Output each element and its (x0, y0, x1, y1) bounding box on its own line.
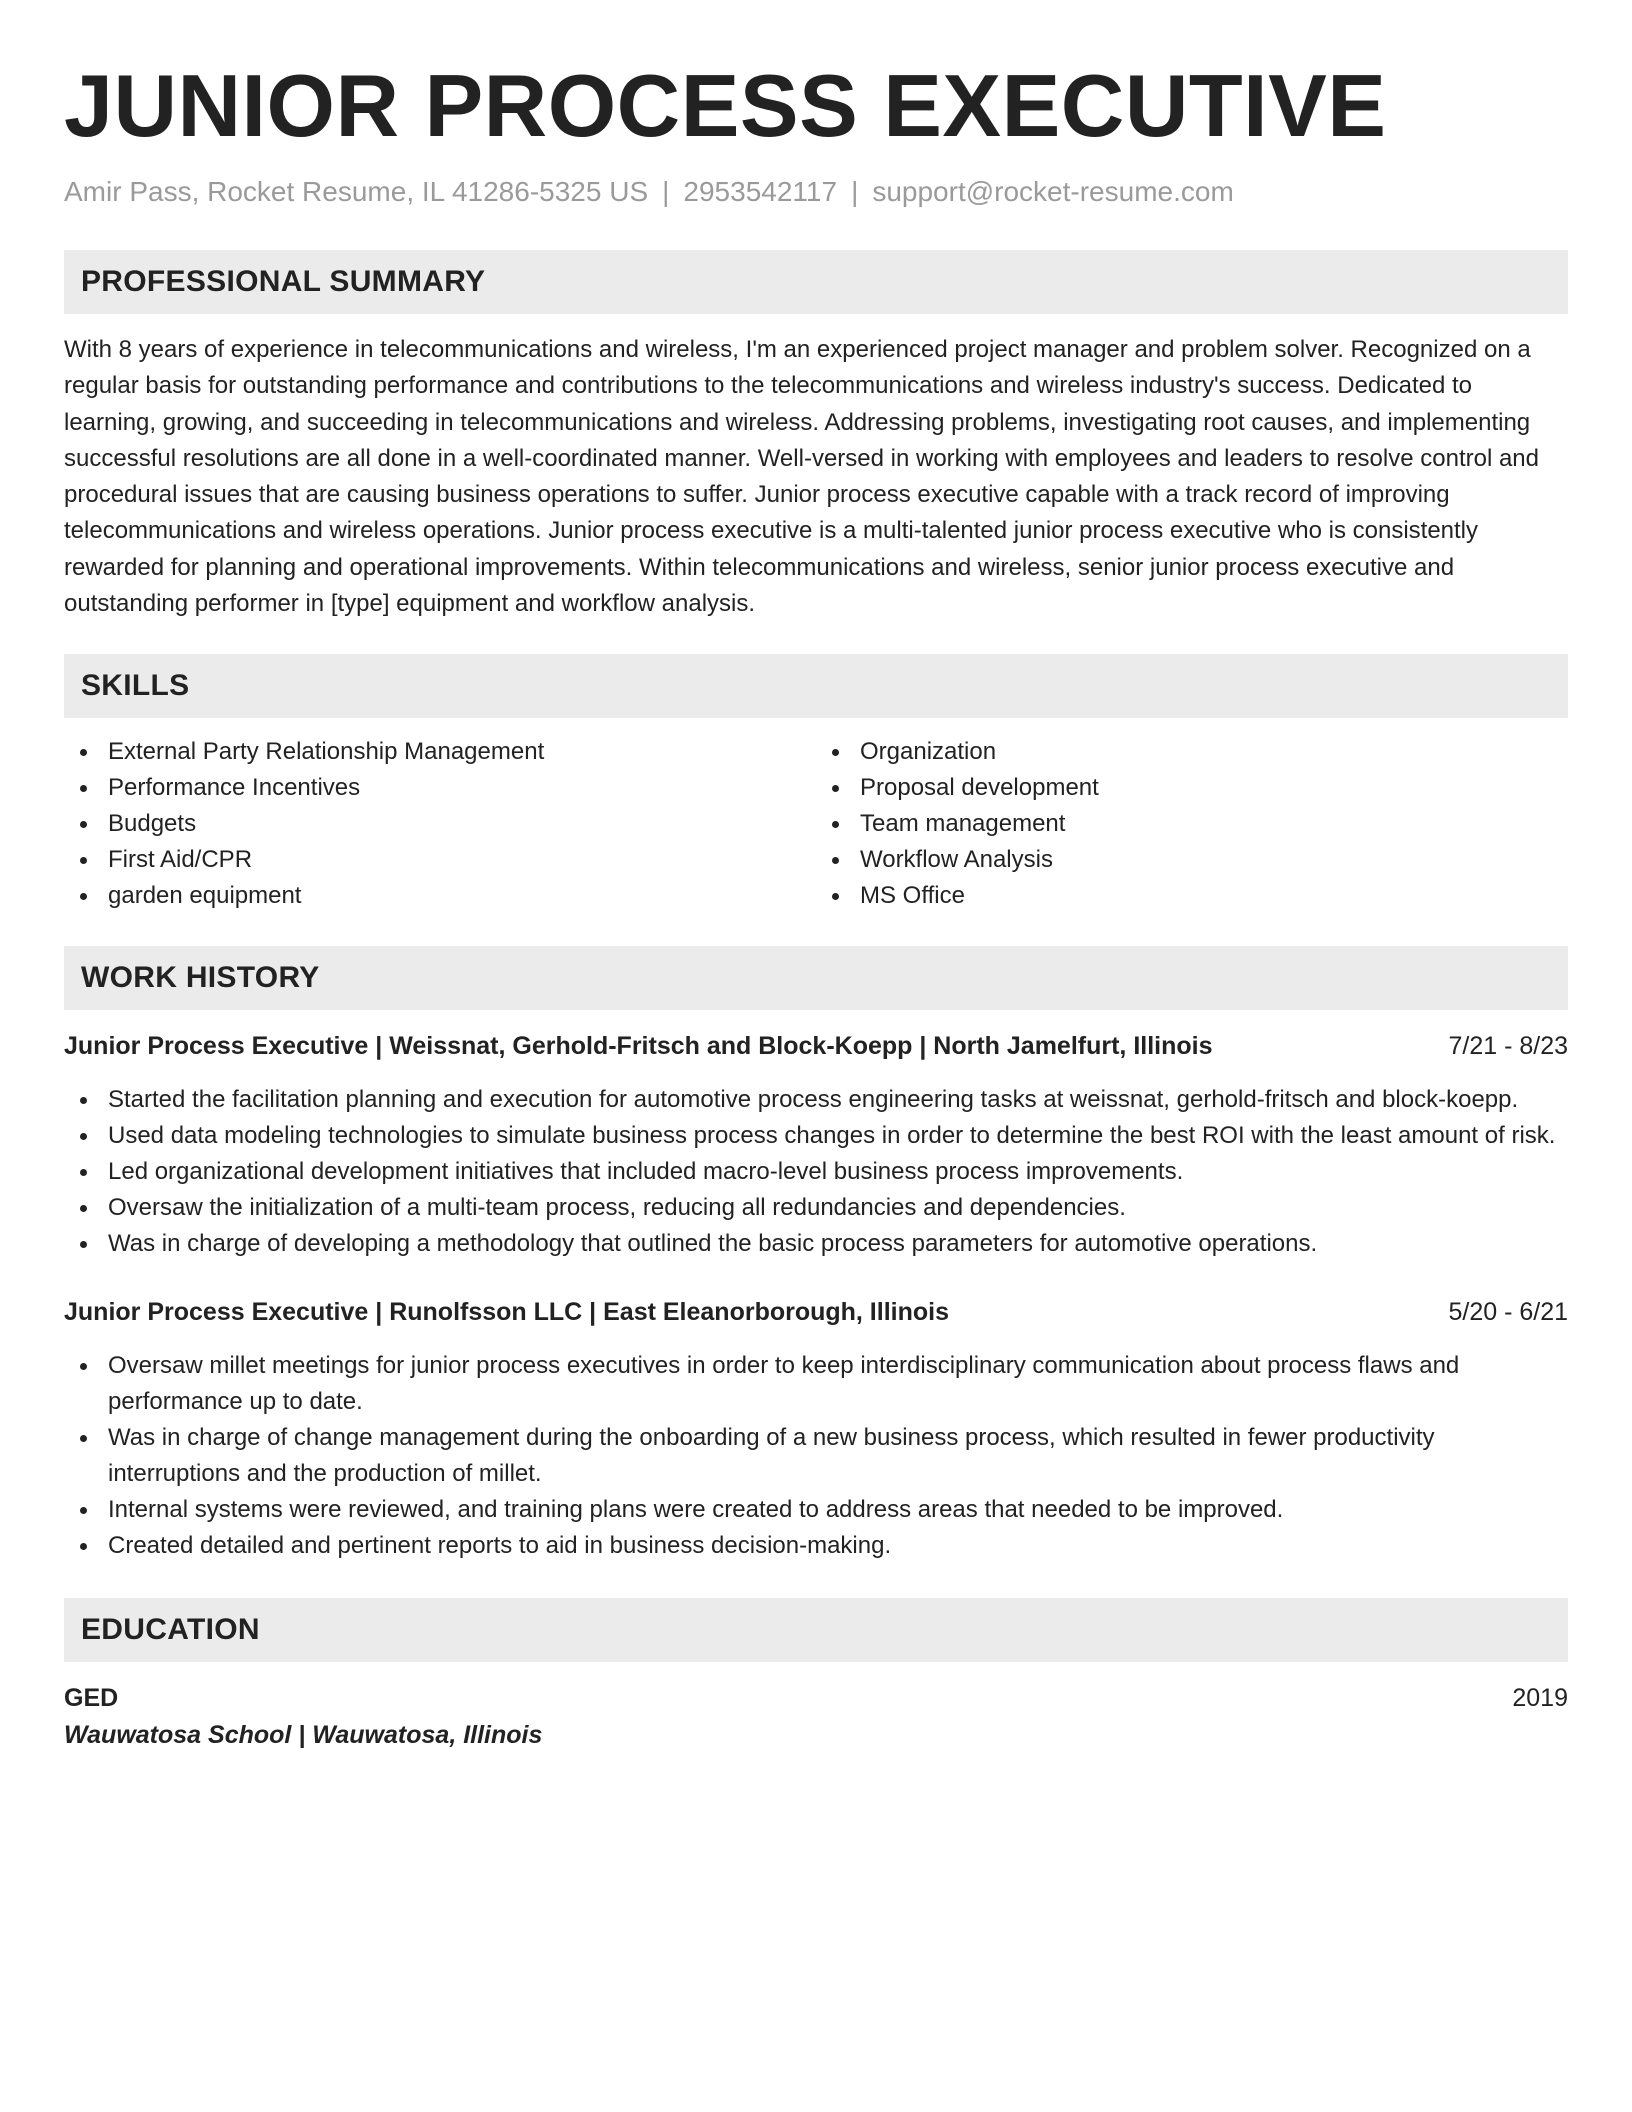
skill-item: Team management (816, 806, 1568, 842)
job-bullets (64, 1082, 1568, 1262)
section-heading-summary: PROFESSIONAL SUMMARY (64, 250, 1568, 314)
job-bullet: Started the facilitation planning and execution for automotive process engineering tasks at weissnat, gerhold-fritsch and block-koepp. (64, 1082, 1568, 1118)
skills-column-left (64, 734, 816, 914)
contact-separator: | (662, 176, 670, 207)
resume-title: JUNIOR PROCESS EXECUTIVE (64, 56, 1387, 155)
skill-item: Organization (816, 734, 1568, 770)
job-bullet: Internal systems were reviewed, and training plans were created to address areas that needed to be improved. (64, 1492, 1568, 1528)
job-bullet: Oversaw the initialization of a multi-team process, reducing all redundancies and dependencies. (64, 1190, 1568, 1226)
education-degree: GED (64, 1684, 119, 1713)
contact-email[interactable]: support@rocket-resume.com (872, 176, 1234, 207)
contact-address: Amir Pass, Rocket Resume, IL 41286-5325 US (64, 176, 649, 207)
section-heading-work: WORK HISTORY (64, 946, 1568, 1010)
job-title: Junior Process Executive | Weissnat, Gerhold-Fritsch and Block-Koepp | North Jamelfurt, Illinois (64, 1032, 1213, 1061)
contact-line (64, 174, 1568, 210)
job-title: Junior Process Executive | Runolfsson LLC | East Eleanorborough, Illinois (64, 1298, 949, 1327)
skill-item: MS Office (816, 878, 1568, 914)
skills-list (64, 734, 1568, 914)
skill-item: Proposal development (816, 770, 1568, 806)
skill-item: garden equipment (64, 878, 816, 914)
job-bullet: Was in charge of developing a methodology that outlined the basic process parameters for automotive operations. (64, 1226, 1568, 1262)
job-bullets (64, 1348, 1568, 1564)
job-header (64, 1294, 1568, 1330)
education-school: Wauwatosa School | Wauwatosa, Illinois (64, 1721, 543, 1750)
job-header (64, 1028, 1568, 1064)
job-bullet: Oversaw millet meetings for junior process executives in order to keep interdisciplinary communication about process flaws and performance up to date. (64, 1348, 1568, 1420)
education-year: 2019 (1512, 1684, 1568, 1713)
job-entry (64, 1294, 1568, 1564)
job-entry (64, 1028, 1568, 1262)
skill-item: Performance Incentives (64, 770, 816, 806)
contact-phone: 2953542117 (683, 176, 838, 207)
skill-item: Workflow Analysis (816, 842, 1568, 878)
section-heading-skills: SKILLS (64, 654, 1568, 718)
section-heading-education: EDUCATION (64, 1598, 1568, 1662)
education-header (64, 1680, 1568, 1716)
job-bullet: Created detailed and pertinent reports to aid in business decision-making. (64, 1528, 1568, 1564)
skill-item: External Party Relationship Management (64, 734, 816, 770)
education-entry (64, 1680, 1568, 1754)
skill-item: Budgets (64, 806, 816, 842)
skills-column-right (816, 734, 1568, 914)
summary-text: With 8 years of experience in telecommunications and wireless, I'm an experienced project manager and problem solver. Recognized on a regular basis for outstanding performance and contributions to the telecommunications and wireless industry's success. Dedicated to learning, growing, and succeeding in telecommunications and wireless. Addressing problems, investigating root causes, and implementing successful resolutions are all done in a well-coordinated manner. Well-versed in working with employees and leaders to resolve control and procedural issues that are causing business operations to suffer. Junior process executive capable with a track record of improving telecommunications and wireless operations. Junior process executive is a multi-talented junior process executive who is consistently rewarded for planning and operational improvements. Within telecommunications and wireless, senior junior process executive and outstanding performer in [type] equipment and workflow analysis. (64, 336, 1539, 618)
job-bullet: Used data modeling technologies to simulate business process changes in order to determine the best ROI with the least amount of risk. (64, 1118, 1568, 1154)
job-dates: 7/21 - 8/23 (1448, 1032, 1568, 1061)
contact-separator: | (851, 176, 859, 207)
skill-item: First Aid/CPR (64, 842, 816, 878)
job-dates: 5/20 - 6/21 (1448, 1298, 1568, 1327)
job-bullet: Led organizational development initiatives that included macro-level business process improvements. (64, 1154, 1568, 1190)
job-bullet: Was in charge of change management during the onboarding of a new business process, which resulted in fewer productivity interruptions and the production of millet. (64, 1420, 1568, 1492)
